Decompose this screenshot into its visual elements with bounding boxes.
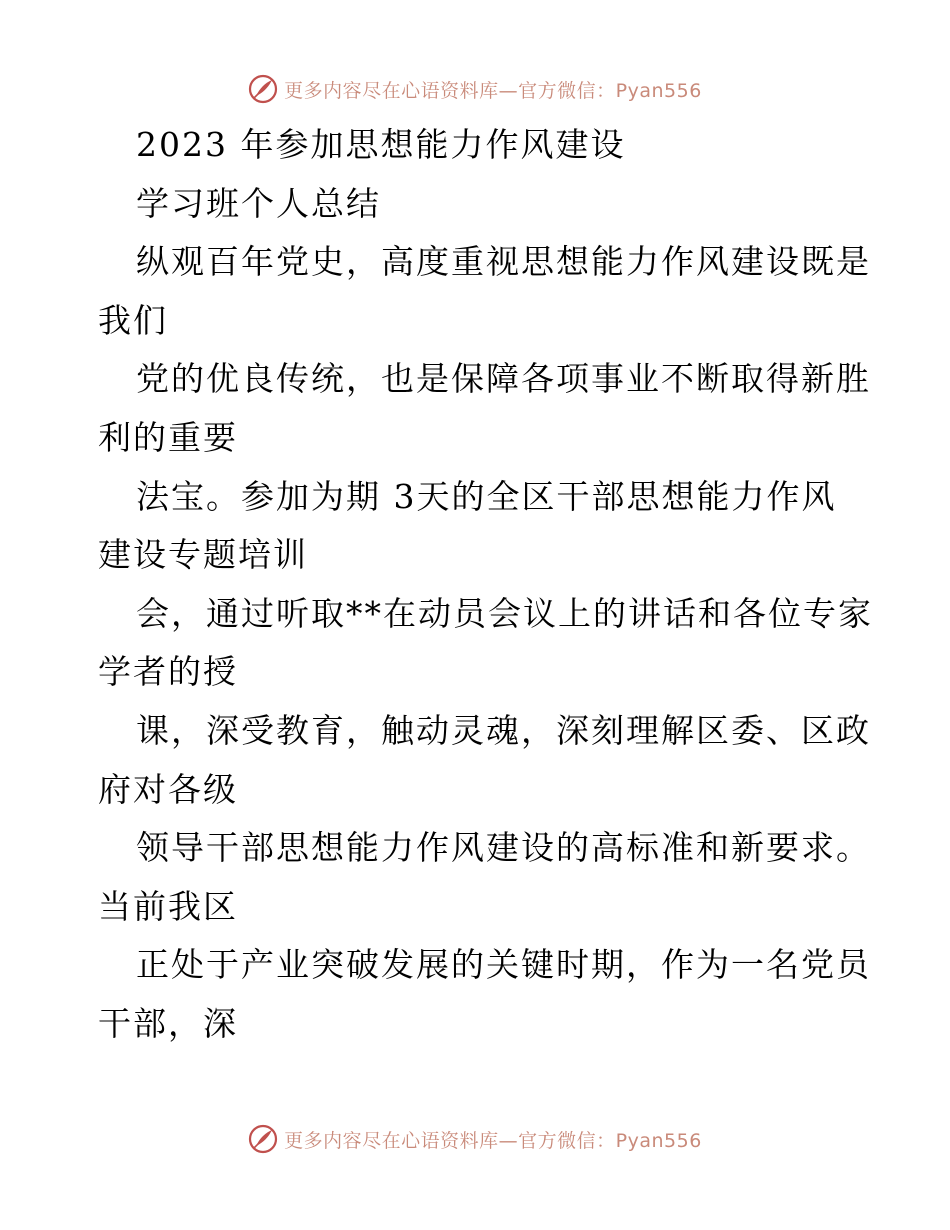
feather-pen-logo-icon bbox=[248, 1124, 278, 1154]
paragraph-line: 利的重要 bbox=[98, 417, 238, 457]
feather-pen-logo-icon bbox=[248, 74, 278, 104]
header-watermark bbox=[0, 74, 950, 104]
paragraph-line: 府对各级 bbox=[98, 769, 238, 809]
watermark-text: 更多内容尽在心语资料库—官方微信：Pyan556 bbox=[284, 79, 702, 102]
paragraph-line: 课，深受教育，触动灵魂，深刻理解区委、区政 bbox=[136, 710, 871, 750]
paragraph-line: 建设专题培训 bbox=[98, 535, 308, 575]
paragraph-line: 干部，深 bbox=[98, 1003, 238, 1043]
footer-watermark bbox=[0, 1124, 950, 1154]
paragraph-line: 学者的授 bbox=[98, 652, 238, 692]
paragraph-line: 纵观百年党史，高度重视思想能力作风建设既是 bbox=[136, 242, 871, 282]
paragraph-line: 领导干部思想能力作风建设的高标准和新要求。 bbox=[136, 828, 871, 868]
title-line-1: 2023 年参加思想能力作风建设 bbox=[136, 125, 626, 164]
paragraph-line: 当前我区 bbox=[98, 886, 238, 926]
paragraph-line: 正处于产业突破发展的关键时期，作为一名党员 bbox=[136, 945, 871, 985]
paragraph-line: 党的优良传统，也是保障各项事业不断取得新胜 bbox=[136, 359, 871, 399]
watermark-text: 更多内容尽在心语资料库—官方微信：Pyan556 bbox=[284, 1129, 702, 1152]
document-body bbox=[98, 116, 873, 1054]
title-line-2: 学习班个人总结 bbox=[136, 183, 381, 223]
paragraph-line: 会，通过听取**在动员会议上的讲话和各位专家 bbox=[136, 593, 873, 633]
paragraph-line: 法宝。参加为期 3天的全区干部思想能力作风 bbox=[136, 476, 837, 516]
paragraph-line: 我们 bbox=[98, 300, 168, 340]
